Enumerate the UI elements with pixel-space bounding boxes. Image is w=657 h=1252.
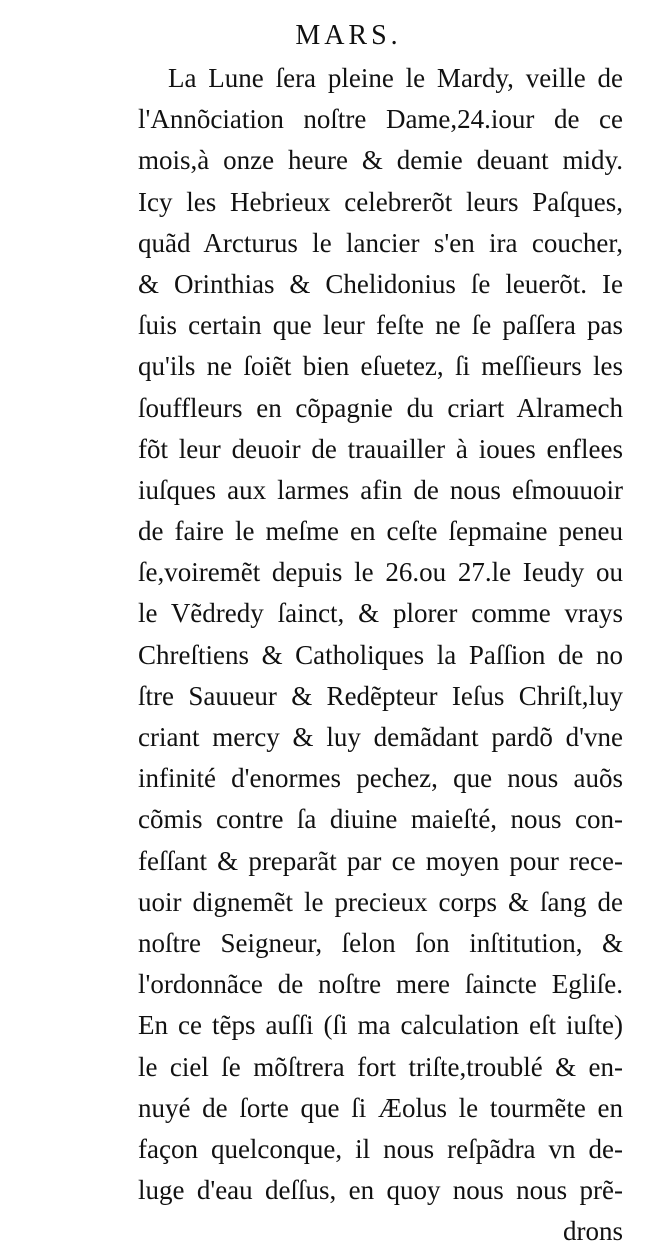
text-line: ſtre Sauueur & Redẽpteur Ieſus Chriſt,luy <box>138 680 623 711</box>
body-text <box>138 58 623 1252</box>
text-line: façon quelconque, il nous reſpãdra vn de- <box>138 1133 623 1164</box>
text-line: cõmis contre ſa diuine maieſté, nous con- <box>138 804 623 835</box>
text-line: La Lune ſera pleine le Mardy, veille de <box>168 63 623 93</box>
text-line: fõt leur deuoir de trauailler à ioues enflees <box>138 433 623 464</box>
text-line: Icy les Hebrieux celebrerõt leurs Paſques, <box>138 186 623 217</box>
text-line: mois,à onze heure & demie deuant midy. <box>138 145 623 176</box>
text-line: Chreſtiens & Catholiques la Paſſion de no <box>138 639 623 670</box>
text-line: ſouffleurs en cõpagnie du criart Alramech <box>138 392 623 423</box>
text-line: feſſant & preparãt par ce moyen pour rece- <box>138 845 623 876</box>
catchword: drons <box>563 1216 623 1247</box>
text-line: iuſques aux larmes afin de nous eſmouuoir <box>138 474 623 505</box>
text-line: luge d'eau deſſus, en quoy nous nous prẽ- <box>138 1175 623 1206</box>
text-line: quãd Arcturus le lancier s'en ira coucher, <box>138 227 623 258</box>
text-line: de faire le meſme en ceſte ſepmaine peneu <box>138 516 623 547</box>
text-line: ſuis certain que leur feſte ne ſe paſſera pas <box>138 310 623 341</box>
text-line: criant mercy & luy demãdant pardõ d'vne <box>138 722 623 752</box>
page-heading: MARS. <box>295 20 402 51</box>
text-line: le Vẽdredy ſainct, & plorer comme vrays <box>138 598 623 629</box>
text-line: le ciel ſe mõſtrera fort triſte,troublé & en- <box>138 1051 623 1082</box>
text-line: infinité d'enormes pechez, que nous auõs <box>138 763 623 794</box>
text-line: ſe,voiremẽt depuis le 26.ou 27.le Ieudy ou <box>138 557 623 588</box>
text-line: En ce tẽps auſſi (ſi ma calculation eſt iuſte) <box>138 1010 623 1041</box>
text-line: l'ordonnãce de noſtre mere ſaincte Egliſe. <box>138 969 623 1000</box>
text-line: noſtre Seigneur, ſelon ſon inſtitution, & <box>138 927 623 958</box>
text-line: nuyé de ſorte que ſi Æolus le tourmẽte en <box>138 1092 623 1123</box>
text-line: l'Annõciation noſtre Dame,24.iour de ce <box>138 104 623 135</box>
text-line: & Orinthias & Chelidonius ſe leuerõt. Ie <box>138 268 623 299</box>
text-line: qu'ils ne ſoiẽt bien eſuetez, ſi meſſieurs les <box>138 351 623 382</box>
text-line: uoir dignemẽt le precieux corps & ſang de <box>138 886 623 917</box>
